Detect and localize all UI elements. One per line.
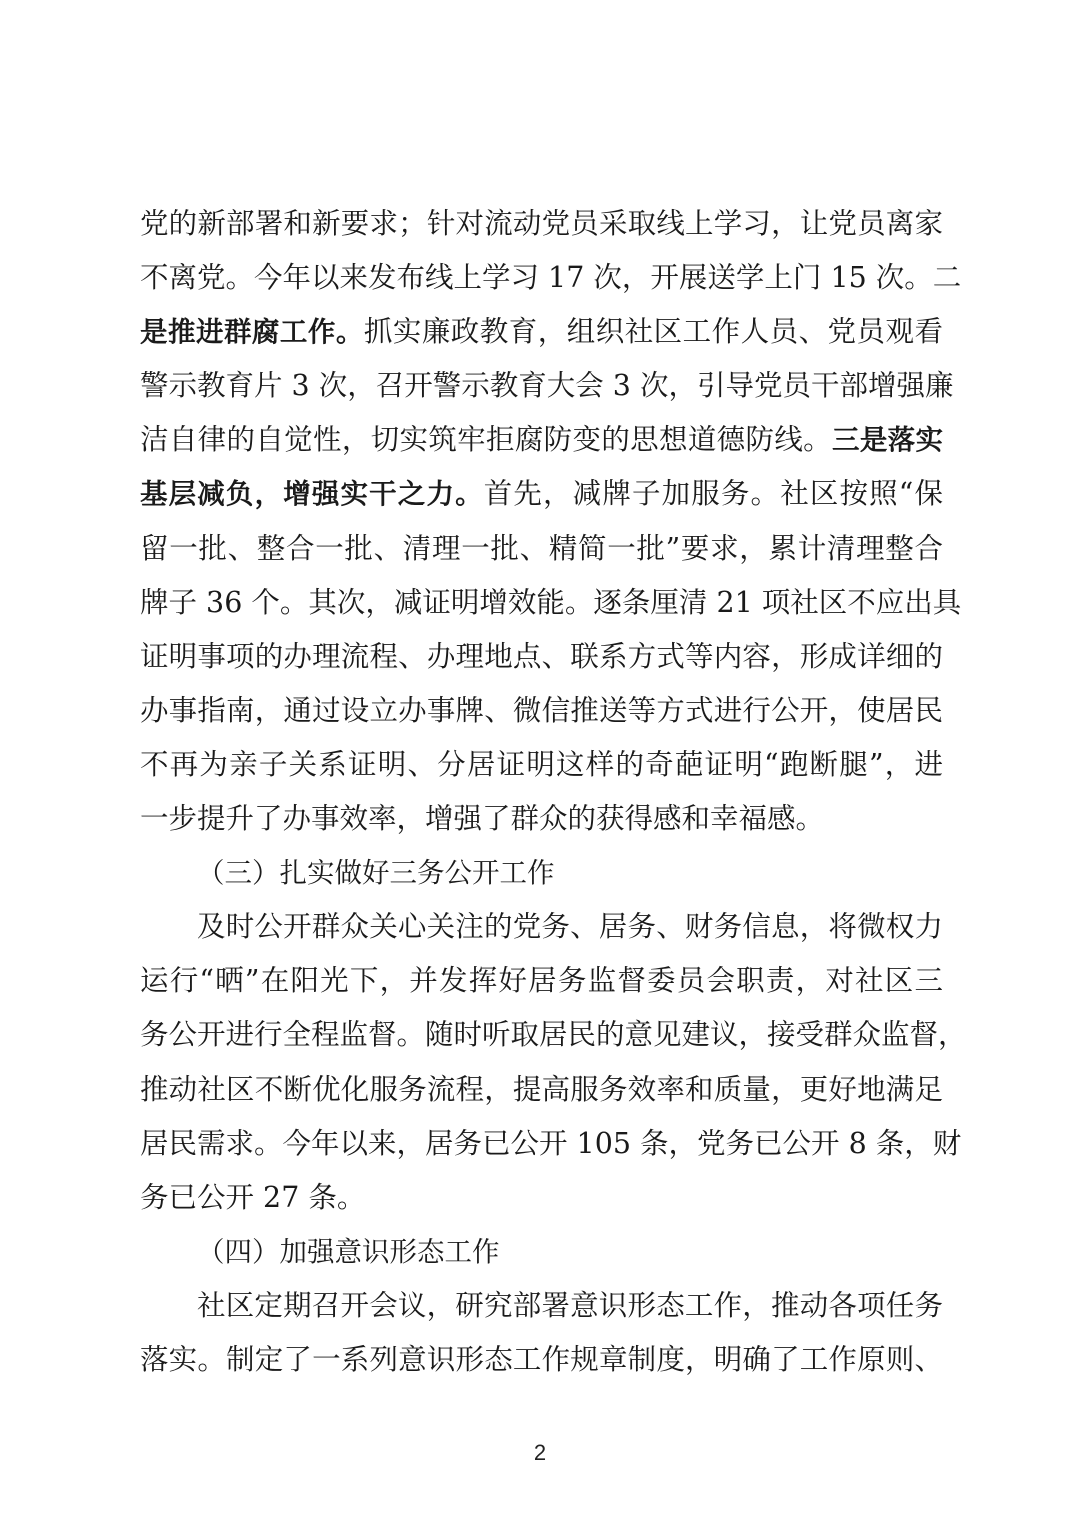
text-run: 首先，减牌子加服务。社区按照“保 xyxy=(483,477,944,511)
section-heading-4: （四）加强意识形态工作 xyxy=(197,1235,500,1268)
text-line: 居民需求。今年以来，居务已公开 105 条，党务已公开 8 条，财 xyxy=(140,1126,962,1160)
bold-lead-phrase: 基层减负，增强实干之力。 xyxy=(140,478,484,511)
text-line: 务公开进行全程监督。随时听取居民的意见建议，接受群众监督， xyxy=(140,1018,967,1052)
text-run: 洁自律的自觉性，切实筑牢拒腐防变的思想道德防线。 xyxy=(140,423,832,457)
text-line xyxy=(140,413,943,467)
text-line xyxy=(140,467,943,521)
text-run: 抓实廉政教育，组织社区工作人员、党员观看 xyxy=(363,315,943,349)
text-line: 不离党。今年以来发布线上学习 17 次，开展送学上门 15 次。二 xyxy=(140,261,962,295)
section-heading-3: （三）扎实做好三务公开工作 xyxy=(197,857,555,890)
text-line: 一步提升了办事效率，增强了群众的获得感和幸福感。 xyxy=(140,802,825,836)
text-line: 党的新部署和新要求；针对流动党员采取线上学习，让党员离家 xyxy=(140,207,943,240)
text-line: 警示教育片 3 次，召开警示教育大会 3 次，引导党员干部增强廉 xyxy=(140,369,954,403)
page-number: 2 xyxy=(533,1440,547,1465)
text-line: 牌子 36 个。其次，减证明增效能。逐条厘清 21 项社区不应出具 xyxy=(140,585,962,619)
text-line: 运行“晒”在阳光下，并发挥好居务监督委员会职责，对社区三 xyxy=(140,964,943,998)
text-line: 留一批、整合一批、清理一批、精简一批”要求，累计清理整合 xyxy=(140,531,943,565)
text-line: 推动社区不断优化服务流程，提高服务效率和质量，更好地满足 xyxy=(140,1072,943,1106)
text-line: 务已公开 27 条。 xyxy=(140,1180,366,1214)
text-line: 社区定期召开会议，研究部署意识形态工作，推动各项任务 xyxy=(197,1288,943,1322)
text-line: 不再为亲子关系证明、分居证明这样的奇葩证明“跑断腿”，进 xyxy=(140,747,943,781)
body-text xyxy=(140,197,967,1387)
text-line: 办事指南，通过设立办事牌、微信推送等方式进行公开，使居民 xyxy=(140,693,943,727)
bold-lead-phrase: 三是落实 xyxy=(832,424,943,457)
bold-lead-phrase: 是推进群腐工作。 xyxy=(140,316,364,349)
text-line: 证明事项的办理流程、办理地点、联系方式等内容，形成详细的 xyxy=(140,639,943,673)
text-line: 及时公开群众关心关注的党务、居务、财务信息，将微权力 xyxy=(197,910,943,944)
text-line xyxy=(140,305,943,359)
text-line: 落实。制定了一系列意识形态工作规章制度，明确了工作原则、 xyxy=(140,1342,943,1376)
